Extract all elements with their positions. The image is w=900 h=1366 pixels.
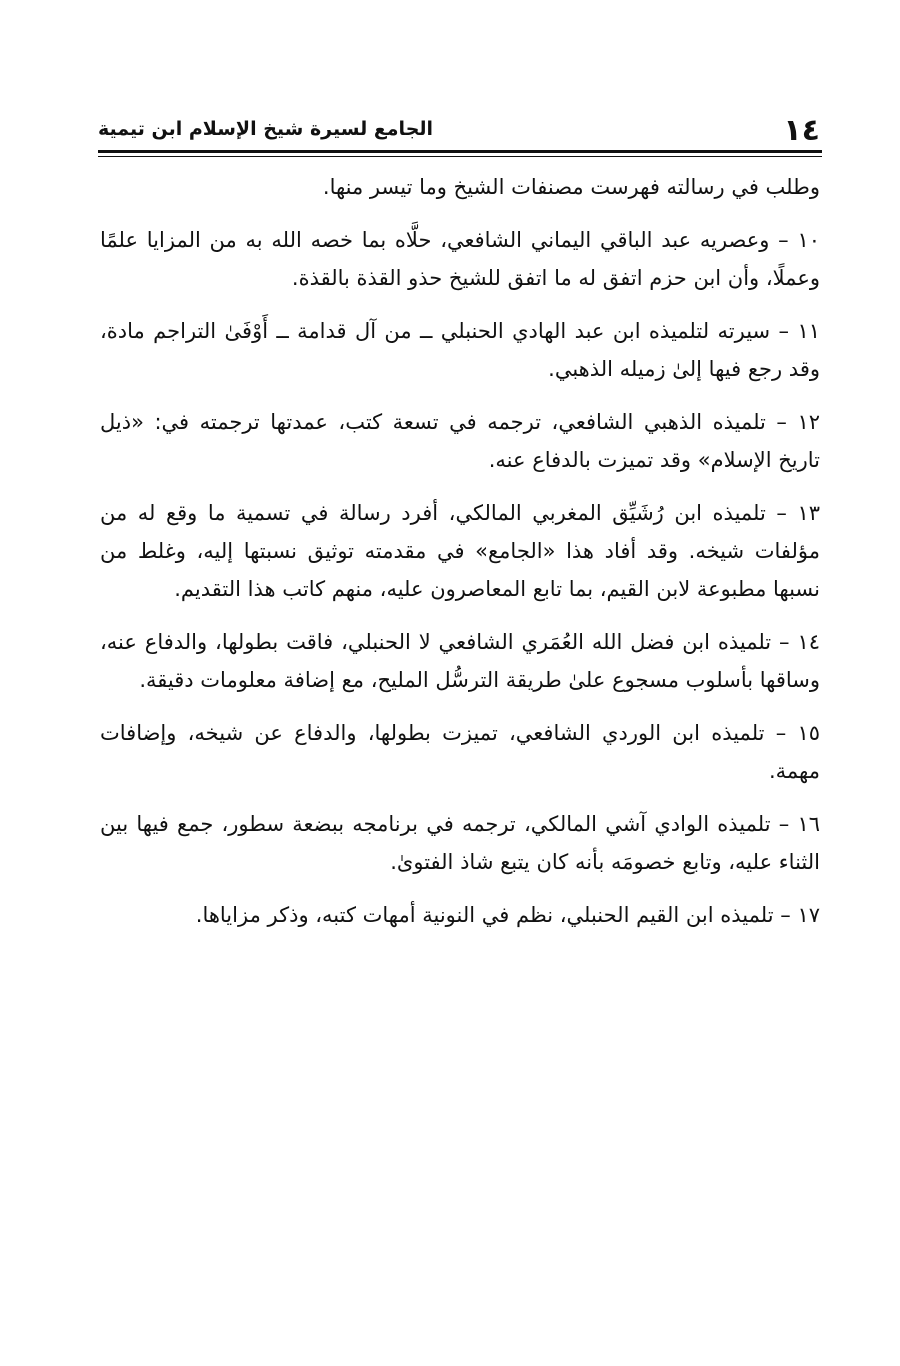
paragraph: ١٣ – تلميذه ابن رُشَيِّق المغربي المالكي، أفرد رسالة في تسمية ما وقع له من مؤلفات شيخه. وقد أفاد هذا «الجامع» في مقدمته توثيق نسبتها إليه، وغلط من نسبها مطبوعة لابن القيم، بما تابع المعاصرون عليه، منهم كاتب هذا التقديم. <box>100 501 820 601</box>
paragraph: وطلب في رسالته فهرست مصنفات الشيخ وما تيسر منها. <box>322 175 820 199</box>
header-rule-thin <box>98 156 822 157</box>
header-rule-thick <box>98 150 822 153</box>
page-header <box>98 104 822 148</box>
paragraph: ١١ – سيرته لتلميذه ابن عبد الهادي الحنبلي ــ من آل قدامة ــ أَوْفَىٰ التراجم مادة، وقد رجع فيها إلىٰ زميله الذهبي. <box>100 319 820 381</box>
paragraph: ١٤ – تلميذه ابن فضل الله العُمَري الشافعي لا الحنبلي، فاقت بطولها، والدفاع عنه، وساقها بأسلوب مسجوع علىٰ طريقة الترسُّل المليح، مع إضافة معلومات دقيقة. <box>100 630 820 692</box>
paragraph: ١٢ – تلميذه الذهبي الشافعي، ترجمه في تسعة كتب، عمدتها ترجمته في: «ذيل تاريخ الإسلام» وقد تميزت بالدفاع عنه. <box>100 410 820 472</box>
page-number: ١٤ <box>783 113 820 148</box>
paragraph: ١٥ – تلميذه ابن الوردي الشافعي، تميزت بطولها، والدفاع عن شيخه، وإضافات مهمة. <box>100 721 820 783</box>
paragraph: ١٦ – تلميذه الوادي آشي المالكي، ترجمه في برنامجه ببضعة سطور، جمع فيها بين الثناء عليه، وتابع خصومَه بأنه كان يتبع شاذ الفتوىٰ. <box>100 812 820 874</box>
running-title: الجامع لسيرة شيخ الإسلام ابن تيمية <box>98 118 434 140</box>
paragraph: ١٧ – تلميذه ابن القيم الحنبلي، نظم في النونية أمهات كتبه، وذكر مزاياها. <box>195 903 820 927</box>
page-body <box>100 168 820 949</box>
paragraph: ١٠ – وعصريه عبد الباقي اليماني الشافعي، حلَّاه بما خصه الله به من المزايا علمًا وعملًا، وأن ابن حزم اتفق له ما اتفق للشيخ حذو القذة بالقذة. <box>100 228 820 290</box>
